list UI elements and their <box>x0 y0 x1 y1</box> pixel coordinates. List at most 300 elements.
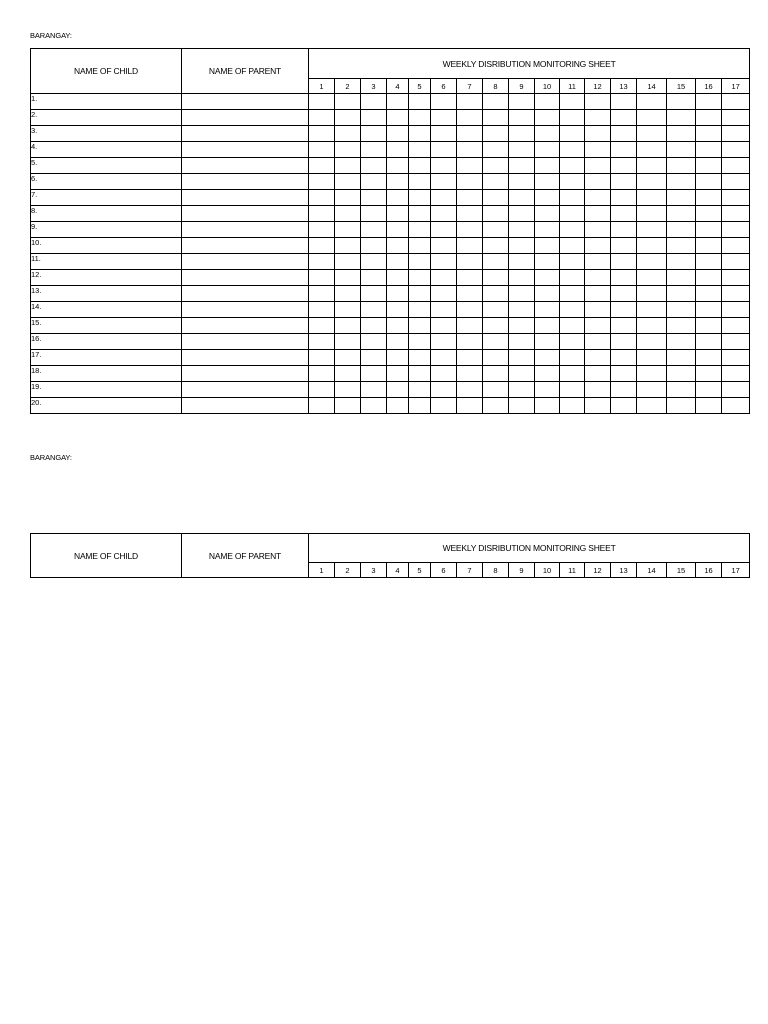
week-check-cell[interactable] <box>611 398 637 414</box>
week-check-cell[interactable] <box>696 238 722 254</box>
week-check-cell[interactable] <box>722 286 750 302</box>
week-check-cell[interactable] <box>387 238 409 254</box>
week-check-cell[interactable] <box>696 398 722 414</box>
week-check-cell[interactable] <box>483 158 509 174</box>
parent-name-cell[interactable] <box>182 318 309 334</box>
week-check-cell[interactable] <box>667 142 696 158</box>
week-check-cell[interactable] <box>409 206 431 222</box>
week-check-cell[interactable] <box>509 398 535 414</box>
week-check-cell[interactable] <box>667 222 696 238</box>
parent-name-cell[interactable] <box>182 286 309 302</box>
week-check-cell[interactable] <box>387 254 409 270</box>
week-check-cell[interactable] <box>431 238 457 254</box>
week-check-cell[interactable] <box>409 350 431 366</box>
week-check-cell[interactable] <box>560 174 585 190</box>
week-check-cell[interactable] <box>535 190 560 206</box>
week-check-cell[interactable] <box>585 350 611 366</box>
week-check-cell[interactable] <box>409 142 431 158</box>
week-check-cell[interactable] <box>457 126 483 142</box>
week-check-cell[interactable] <box>637 190 667 206</box>
week-check-cell[interactable] <box>667 254 696 270</box>
week-check-cell[interactable] <box>637 334 667 350</box>
week-check-cell[interactable] <box>637 382 667 398</box>
week-check-cell[interactable] <box>637 126 667 142</box>
week-check-cell[interactable] <box>431 222 457 238</box>
week-check-cell[interactable] <box>431 302 457 318</box>
week-check-cell[interactable] <box>483 286 509 302</box>
week-check-cell[interactable] <box>509 126 535 142</box>
week-check-cell[interactable] <box>483 190 509 206</box>
week-check-cell[interactable] <box>611 366 637 382</box>
week-check-cell[interactable] <box>309 254 335 270</box>
week-check-cell[interactable] <box>535 110 560 126</box>
week-check-cell[interactable] <box>509 366 535 382</box>
week-check-cell[interactable] <box>483 398 509 414</box>
week-check-cell[interactable] <box>509 174 535 190</box>
week-check-cell[interactable] <box>309 142 335 158</box>
week-check-cell[interactable] <box>361 254 387 270</box>
week-check-cell[interactable] <box>722 318 750 334</box>
week-check-cell[interactable] <box>637 94 667 110</box>
week-check-cell[interactable] <box>696 206 722 222</box>
week-check-cell[interactable] <box>335 206 361 222</box>
week-check-cell[interactable] <box>696 94 722 110</box>
week-check-cell[interactable] <box>560 318 585 334</box>
week-check-cell[interactable] <box>611 286 637 302</box>
week-check-cell[interactable] <box>535 350 560 366</box>
week-check-cell[interactable] <box>431 382 457 398</box>
week-check-cell[interactable] <box>509 190 535 206</box>
week-check-cell[interactable] <box>361 350 387 366</box>
week-check-cell[interactable] <box>387 270 409 286</box>
week-check-cell[interactable] <box>667 382 696 398</box>
week-check-cell[interactable] <box>483 382 509 398</box>
week-check-cell[interactable] <box>457 350 483 366</box>
week-check-cell[interactable] <box>409 174 431 190</box>
week-check-cell[interactable] <box>309 334 335 350</box>
week-check-cell[interactable] <box>457 142 483 158</box>
week-check-cell[interactable] <box>409 334 431 350</box>
week-check-cell[interactable] <box>667 158 696 174</box>
week-check-cell[interactable] <box>457 206 483 222</box>
week-check-cell[interactable] <box>309 190 335 206</box>
week-check-cell[interactable] <box>585 238 611 254</box>
week-check-cell[interactable] <box>611 110 637 126</box>
week-check-cell[interactable] <box>431 270 457 286</box>
week-check-cell[interactable] <box>361 238 387 254</box>
parent-name-cell[interactable] <box>182 382 309 398</box>
week-check-cell[interactable] <box>585 222 611 238</box>
week-check-cell[interactable] <box>667 366 696 382</box>
week-check-cell[interactable] <box>509 158 535 174</box>
week-check-cell[interactable] <box>560 270 585 286</box>
week-check-cell[interactable] <box>431 286 457 302</box>
week-check-cell[interactable] <box>409 94 431 110</box>
week-check-cell[interactable] <box>667 206 696 222</box>
week-check-cell[interactable] <box>696 270 722 286</box>
week-check-cell[interactable] <box>585 174 611 190</box>
week-check-cell[interactable] <box>722 382 750 398</box>
week-check-cell[interactable] <box>309 222 335 238</box>
parent-name-cell[interactable] <box>182 366 309 382</box>
week-check-cell[interactable] <box>535 302 560 318</box>
week-check-cell[interactable] <box>387 222 409 238</box>
week-check-cell[interactable] <box>637 254 667 270</box>
week-check-cell[interactable] <box>535 366 560 382</box>
week-check-cell[interactable] <box>457 110 483 126</box>
week-check-cell[interactable] <box>696 382 722 398</box>
week-check-cell[interactable] <box>457 286 483 302</box>
week-check-cell[interactable] <box>722 270 750 286</box>
week-check-cell[interactable] <box>335 302 361 318</box>
parent-name-cell[interactable] <box>182 158 309 174</box>
week-check-cell[interactable] <box>560 158 585 174</box>
week-check-cell[interactable] <box>361 158 387 174</box>
week-check-cell[interactable] <box>696 286 722 302</box>
week-check-cell[interactable] <box>509 382 535 398</box>
parent-name-cell[interactable] <box>182 238 309 254</box>
week-check-cell[interactable] <box>335 238 361 254</box>
week-check-cell[interactable] <box>335 286 361 302</box>
week-check-cell[interactable] <box>361 94 387 110</box>
week-check-cell[interactable] <box>509 254 535 270</box>
week-check-cell[interactable] <box>667 398 696 414</box>
week-check-cell[interactable] <box>457 270 483 286</box>
week-check-cell[interactable] <box>535 238 560 254</box>
week-check-cell[interactable] <box>509 318 535 334</box>
week-check-cell[interactable] <box>483 350 509 366</box>
week-check-cell[interactable] <box>431 206 457 222</box>
week-check-cell[interactable] <box>585 126 611 142</box>
week-check-cell[interactable] <box>585 142 611 158</box>
week-check-cell[interactable] <box>611 350 637 366</box>
week-check-cell[interactable] <box>722 206 750 222</box>
week-check-cell[interactable] <box>509 222 535 238</box>
week-check-cell[interactable] <box>431 350 457 366</box>
week-check-cell[interactable] <box>457 334 483 350</box>
week-check-cell[interactable] <box>611 254 637 270</box>
week-check-cell[interactable] <box>309 110 335 126</box>
week-check-cell[interactable] <box>457 238 483 254</box>
week-check-cell[interactable] <box>387 366 409 382</box>
week-check-cell[interactable] <box>409 158 431 174</box>
parent-name-cell[interactable] <box>182 270 309 286</box>
week-check-cell[interactable] <box>611 238 637 254</box>
week-check-cell[interactable] <box>611 94 637 110</box>
week-check-cell[interactable] <box>696 190 722 206</box>
week-check-cell[interactable] <box>611 222 637 238</box>
week-check-cell[interactable] <box>535 206 560 222</box>
week-check-cell[interactable] <box>457 398 483 414</box>
week-check-cell[interactable] <box>637 318 667 334</box>
week-check-cell[interactable] <box>409 382 431 398</box>
week-check-cell[interactable] <box>667 286 696 302</box>
week-check-cell[interactable] <box>585 254 611 270</box>
week-check-cell[interactable] <box>387 398 409 414</box>
week-check-cell[interactable] <box>611 318 637 334</box>
week-check-cell[interactable] <box>535 334 560 350</box>
week-check-cell[interactable] <box>722 174 750 190</box>
week-check-cell[interactable] <box>409 302 431 318</box>
week-check-cell[interactable] <box>560 302 585 318</box>
week-check-cell[interactable] <box>535 142 560 158</box>
week-check-cell[interactable] <box>722 222 750 238</box>
week-check-cell[interactable] <box>560 206 585 222</box>
week-check-cell[interactable] <box>483 334 509 350</box>
week-check-cell[interactable] <box>409 366 431 382</box>
week-check-cell[interactable] <box>637 206 667 222</box>
week-check-cell[interactable] <box>696 318 722 334</box>
week-check-cell[interactable] <box>509 238 535 254</box>
week-check-cell[interactable] <box>387 302 409 318</box>
week-check-cell[interactable] <box>585 286 611 302</box>
week-check-cell[interactable] <box>309 286 335 302</box>
week-check-cell[interactable] <box>560 350 585 366</box>
week-check-cell[interactable] <box>309 366 335 382</box>
week-check-cell[interactable] <box>585 382 611 398</box>
week-check-cell[interactable] <box>387 334 409 350</box>
week-check-cell[interactable] <box>457 254 483 270</box>
week-check-cell[interactable] <box>722 190 750 206</box>
week-check-cell[interactable] <box>560 110 585 126</box>
week-check-cell[interactable] <box>667 302 696 318</box>
week-check-cell[interactable] <box>335 254 361 270</box>
week-check-cell[interactable] <box>667 318 696 334</box>
week-check-cell[interactable] <box>535 270 560 286</box>
parent-name-cell[interactable] <box>182 350 309 366</box>
week-check-cell[interactable] <box>696 222 722 238</box>
week-check-cell[interactable] <box>722 94 750 110</box>
week-check-cell[interactable] <box>509 334 535 350</box>
week-check-cell[interactable] <box>667 190 696 206</box>
week-check-cell[interactable] <box>457 382 483 398</box>
week-check-cell[interactable] <box>722 238 750 254</box>
week-check-cell[interactable] <box>387 158 409 174</box>
week-check-cell[interactable] <box>483 238 509 254</box>
week-check-cell[interactable] <box>335 158 361 174</box>
week-check-cell[interactable] <box>309 270 335 286</box>
week-check-cell[interactable] <box>457 94 483 110</box>
week-check-cell[interactable] <box>431 126 457 142</box>
week-check-cell[interactable] <box>335 142 361 158</box>
week-check-cell[interactable] <box>483 302 509 318</box>
week-check-cell[interactable] <box>560 142 585 158</box>
week-check-cell[interactable] <box>696 350 722 366</box>
week-check-cell[interactable] <box>611 126 637 142</box>
week-check-cell[interactable] <box>361 334 387 350</box>
week-check-cell[interactable] <box>361 142 387 158</box>
week-check-cell[interactable] <box>509 350 535 366</box>
week-check-cell[interactable] <box>483 366 509 382</box>
week-check-cell[interactable] <box>509 94 535 110</box>
week-check-cell[interactable] <box>637 174 667 190</box>
week-check-cell[interactable] <box>535 222 560 238</box>
week-check-cell[interactable] <box>387 94 409 110</box>
week-check-cell[interactable] <box>611 382 637 398</box>
week-check-cell[interactable] <box>409 254 431 270</box>
week-check-cell[interactable] <box>560 366 585 382</box>
week-check-cell[interactable] <box>335 110 361 126</box>
week-check-cell[interactable] <box>457 318 483 334</box>
week-check-cell[interactable] <box>696 174 722 190</box>
week-check-cell[interactable] <box>309 126 335 142</box>
week-check-cell[interactable] <box>667 110 696 126</box>
week-check-cell[interactable] <box>637 110 667 126</box>
week-check-cell[interactable] <box>431 110 457 126</box>
week-check-cell[interactable] <box>722 126 750 142</box>
week-check-cell[interactable] <box>335 222 361 238</box>
week-check-cell[interactable] <box>361 206 387 222</box>
parent-name-cell[interactable] <box>182 94 309 110</box>
week-check-cell[interactable] <box>457 158 483 174</box>
week-check-cell[interactable] <box>722 302 750 318</box>
week-check-cell[interactable] <box>409 270 431 286</box>
week-check-cell[interactable] <box>335 126 361 142</box>
week-check-cell[interactable] <box>483 206 509 222</box>
week-check-cell[interactable] <box>509 286 535 302</box>
week-check-cell[interactable] <box>431 334 457 350</box>
week-check-cell[interactable] <box>637 238 667 254</box>
week-check-cell[interactable] <box>560 254 585 270</box>
week-check-cell[interactable] <box>535 382 560 398</box>
week-check-cell[interactable] <box>409 238 431 254</box>
week-check-cell[interactable] <box>667 350 696 366</box>
parent-name-cell[interactable] <box>182 110 309 126</box>
week-check-cell[interactable] <box>637 302 667 318</box>
week-check-cell[interactable] <box>387 318 409 334</box>
week-check-cell[interactable] <box>483 174 509 190</box>
week-check-cell[interactable] <box>722 398 750 414</box>
week-check-cell[interactable] <box>431 158 457 174</box>
week-check-cell[interactable] <box>509 302 535 318</box>
week-check-cell[interactable] <box>560 222 585 238</box>
week-check-cell[interactable] <box>560 126 585 142</box>
week-check-cell[interactable] <box>611 158 637 174</box>
week-check-cell[interactable] <box>560 382 585 398</box>
week-check-cell[interactable] <box>585 206 611 222</box>
week-check-cell[interactable] <box>361 398 387 414</box>
week-check-cell[interactable] <box>309 174 335 190</box>
week-check-cell[interactable] <box>431 174 457 190</box>
week-check-cell[interactable] <box>431 190 457 206</box>
week-check-cell[interactable] <box>696 254 722 270</box>
week-check-cell[interactable] <box>560 398 585 414</box>
parent-name-cell[interactable] <box>182 254 309 270</box>
week-check-cell[interactable] <box>457 174 483 190</box>
week-check-cell[interactable] <box>309 206 335 222</box>
week-check-cell[interactable] <box>335 334 361 350</box>
week-check-cell[interactable] <box>361 174 387 190</box>
week-check-cell[interactable] <box>637 158 667 174</box>
week-check-cell[interactable] <box>696 366 722 382</box>
week-check-cell[interactable] <box>667 126 696 142</box>
parent-name-cell[interactable] <box>182 206 309 222</box>
week-check-cell[interactable] <box>637 222 667 238</box>
week-check-cell[interactable] <box>560 190 585 206</box>
week-check-cell[interactable] <box>722 158 750 174</box>
week-check-cell[interactable] <box>361 302 387 318</box>
week-check-cell[interactable] <box>696 158 722 174</box>
week-check-cell[interactable] <box>361 110 387 126</box>
week-check-cell[interactable] <box>361 286 387 302</box>
week-check-cell[interactable] <box>611 174 637 190</box>
week-check-cell[interactable] <box>335 398 361 414</box>
week-check-cell[interactable] <box>483 110 509 126</box>
week-check-cell[interactable] <box>483 222 509 238</box>
week-check-cell[interactable] <box>560 94 585 110</box>
week-check-cell[interactable] <box>667 174 696 190</box>
week-check-cell[interactable] <box>409 318 431 334</box>
week-check-cell[interactable] <box>509 270 535 286</box>
week-check-cell[interactable] <box>431 318 457 334</box>
week-check-cell[interactable] <box>387 206 409 222</box>
week-check-cell[interactable] <box>585 110 611 126</box>
week-check-cell[interactable] <box>722 366 750 382</box>
week-check-cell[interactable] <box>535 286 560 302</box>
week-check-cell[interactable] <box>387 142 409 158</box>
week-check-cell[interactable] <box>409 286 431 302</box>
week-check-cell[interactable] <box>361 366 387 382</box>
week-check-cell[interactable] <box>585 302 611 318</box>
week-check-cell[interactable] <box>483 94 509 110</box>
week-check-cell[interactable] <box>335 270 361 286</box>
week-check-cell[interactable] <box>309 238 335 254</box>
week-check-cell[interactable] <box>585 190 611 206</box>
week-check-cell[interactable] <box>387 286 409 302</box>
week-check-cell[interactable] <box>387 190 409 206</box>
week-check-cell[interactable] <box>409 190 431 206</box>
week-check-cell[interactable] <box>335 190 361 206</box>
week-check-cell[interactable] <box>637 270 667 286</box>
week-check-cell[interactable] <box>560 334 585 350</box>
week-check-cell[interactable] <box>611 190 637 206</box>
parent-name-cell[interactable] <box>182 398 309 414</box>
week-check-cell[interactable] <box>483 254 509 270</box>
week-check-cell[interactable] <box>509 142 535 158</box>
week-check-cell[interactable] <box>431 94 457 110</box>
week-check-cell[interactable] <box>387 174 409 190</box>
week-check-cell[interactable] <box>431 366 457 382</box>
week-check-cell[interactable] <box>722 142 750 158</box>
parent-name-cell[interactable] <box>182 142 309 158</box>
week-check-cell[interactable] <box>309 350 335 366</box>
week-check-cell[interactable] <box>560 286 585 302</box>
parent-name-cell[interactable] <box>182 302 309 318</box>
week-check-cell[interactable] <box>457 222 483 238</box>
week-check-cell[interactable] <box>409 222 431 238</box>
week-check-cell[interactable] <box>535 254 560 270</box>
week-check-cell[interactable] <box>335 94 361 110</box>
week-check-cell[interactable] <box>696 142 722 158</box>
week-check-cell[interactable] <box>535 94 560 110</box>
week-check-cell[interactable] <box>431 398 457 414</box>
week-check-cell[interactable] <box>361 270 387 286</box>
week-check-cell[interactable] <box>483 318 509 334</box>
week-check-cell[interactable] <box>535 318 560 334</box>
week-check-cell[interactable] <box>611 334 637 350</box>
week-check-cell[interactable] <box>585 94 611 110</box>
week-check-cell[interactable] <box>637 366 667 382</box>
week-check-cell[interactable] <box>667 270 696 286</box>
week-check-cell[interactable] <box>696 110 722 126</box>
week-check-cell[interactable] <box>509 110 535 126</box>
week-check-cell[interactable] <box>335 366 361 382</box>
week-check-cell[interactable] <box>457 190 483 206</box>
parent-name-cell[interactable] <box>182 334 309 350</box>
week-check-cell[interactable] <box>696 126 722 142</box>
week-check-cell[interactable] <box>387 382 409 398</box>
parent-name-cell[interactable] <box>182 190 309 206</box>
